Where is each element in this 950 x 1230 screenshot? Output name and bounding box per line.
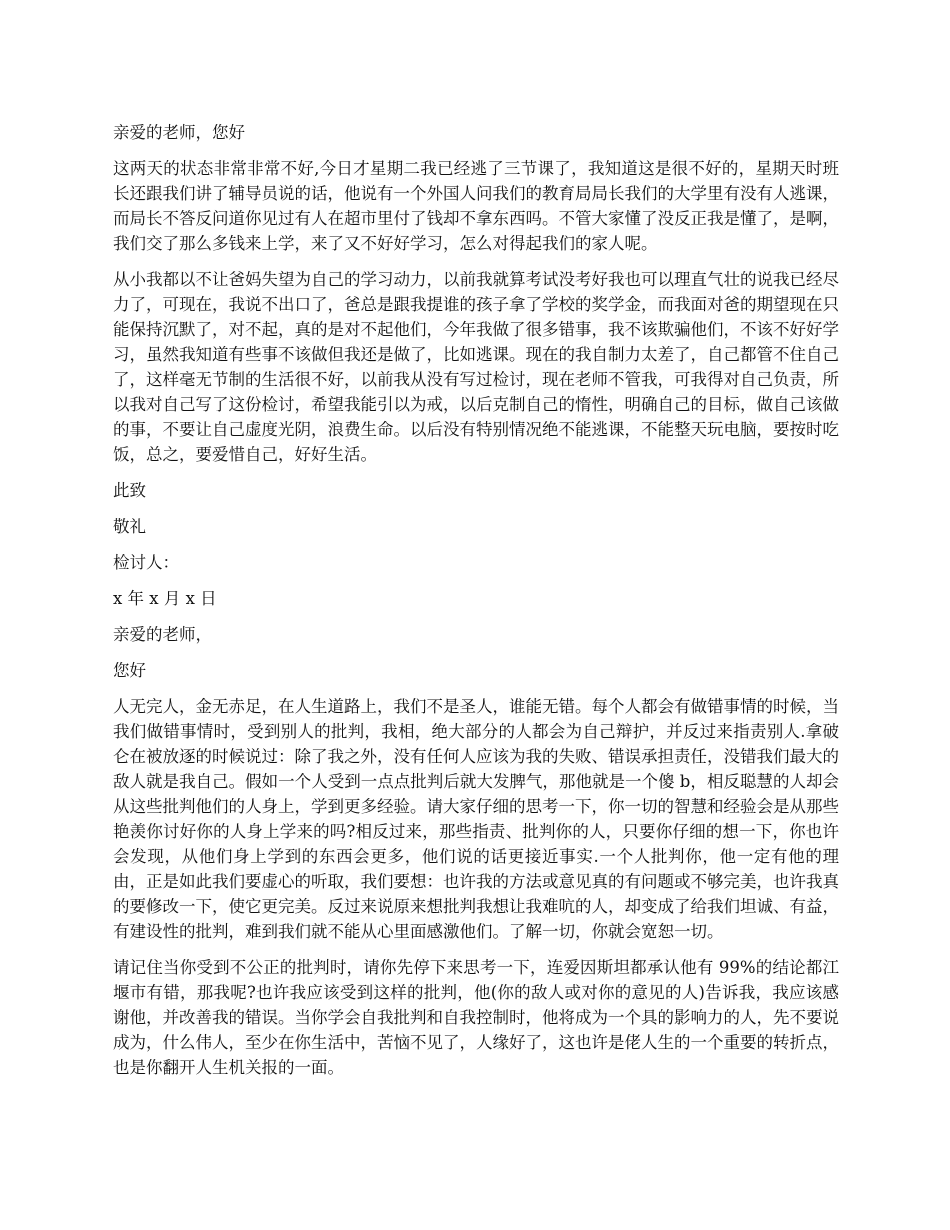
letter2-paragraph-2: 请记住当你受到不公正的批判时，请你先停下来思考一下，连爱因斯坦都承认他有 99%的结论都江堰市有错，那我呢?也许我应该受到这样的批判，他(你的敌人或对你的意见的人)告诉我，我应该感谢他，并改善我的错误。当你学会自我批判和自我控制时，他将成为一个具的影响力的人，先不要说成为，什么伟人，至少在你生活中，苦恼不见了，人缘好了，这也许是佬人生的一个重要的转折点，也是你翻开人生机关报的一面。 [113,958,839,1077]
letter1-paragraph-2: 从小我都以不让爸妈失望为自己的学习动力，以前我就算考试没考好我也可以理直气壮的说我已经尽力了，可现在，我说不出口了，爸总是跟我提谁的孩子拿了学校的奖学金，而我面对爸的期望现在只能保持沉默了，对不起，真的是对不起他们，今年我做了很多错事，我不该欺骗他们，不该不好好学习，虽然我知道有些事不该做但我还是做了，比如逃课。现在的我自制力太差了，自己都管不住自己了，这样毫无节制的生活很不好，以前我从没有写过检讨，现在老师不管我，可我得对自己负责，所以我对自己写了这份检讨，希望我能引以为戒，以后克制自己的惰性，明确自己的目标，做自己该做的事，不要让自己虚度光阴，浪费生命。以后没有特别情况绝不能逃课，不能整天玩电脑，要按时吃饭，总之，要爱惜自己，好好生活。 [113,270,839,464]
letter1-greeting: 亲爱的老师，您好 [113,123,245,142]
letter1-salute: 敬礼 [113,517,146,536]
letter2-paragraph-1: 人无完人，金无赤足，在人生道路上，我们不是圣人，谁能无错。每个人都会有做错事情的时候，当我们做错事情时，受到别人的批判，我相，绝大部分的人都会为自己辩护，并反过来指责别人.拿破仑在被放逐的时候说过：除了我之外，没有任何人应该为我的失败、错误承担责任，没错我们最大的敌人就是我自己。假如一个人受到一点点批判后就大发脾气，那他就是一个傻 b，相反聪慧的人却会从这些批判他们的人身上，学到更多经验。请大家仔细的思考一下，你一切的智慧和经验会是从那些艳羡你讨好你的人身上学来的吗?相反过来，那些指责、批判你的人，只要你仔细的想一下，你也许会发现，从他们身上学到的东西会更多，他们说的话更接近事实.一个人批判你，他一定有他的理由，正是如此我们要虚心的听取，我们要想：也许我的方法或意见真的有问题或不够完美，也许我真的要修改一下，使它更完美。反过来说原来想批判我想让我难吭的人，却变成了给我们坦诚、有益，有建设性的批判，难到我们就不能从心里面感激他们。了解一切，你就会宽恕一切。 [113,697,839,941]
letter1-closing: 此致 [113,481,146,500]
letter1-date: x 年 x 月 x 日 [113,589,217,608]
letter1-signature: 检讨人： [113,553,179,572]
letter2-greeting-2: 您好 [113,661,146,680]
letter1-paragraph-1: 这两天的状态非常非常不好,今日才星期二我已经逃了三节课了，我知道这是很不好的，星期天时班长还跟我们讲了辅导员说的话，他说有一个外国人问我们的教育局局长我们的大学里有没有人逃课，而局长不答反问道你见过有人在超市里付了钱却不拿东西吗。不管大家懂了没反正我是懂了，是啊，我们交了那么多钱来上学，来了又不好好学习，怎么对得起我们的家人呢。 [113,159,839,253]
document-page [113,120,839,1091]
letter2-greeting: 亲爱的老师， [113,625,212,644]
